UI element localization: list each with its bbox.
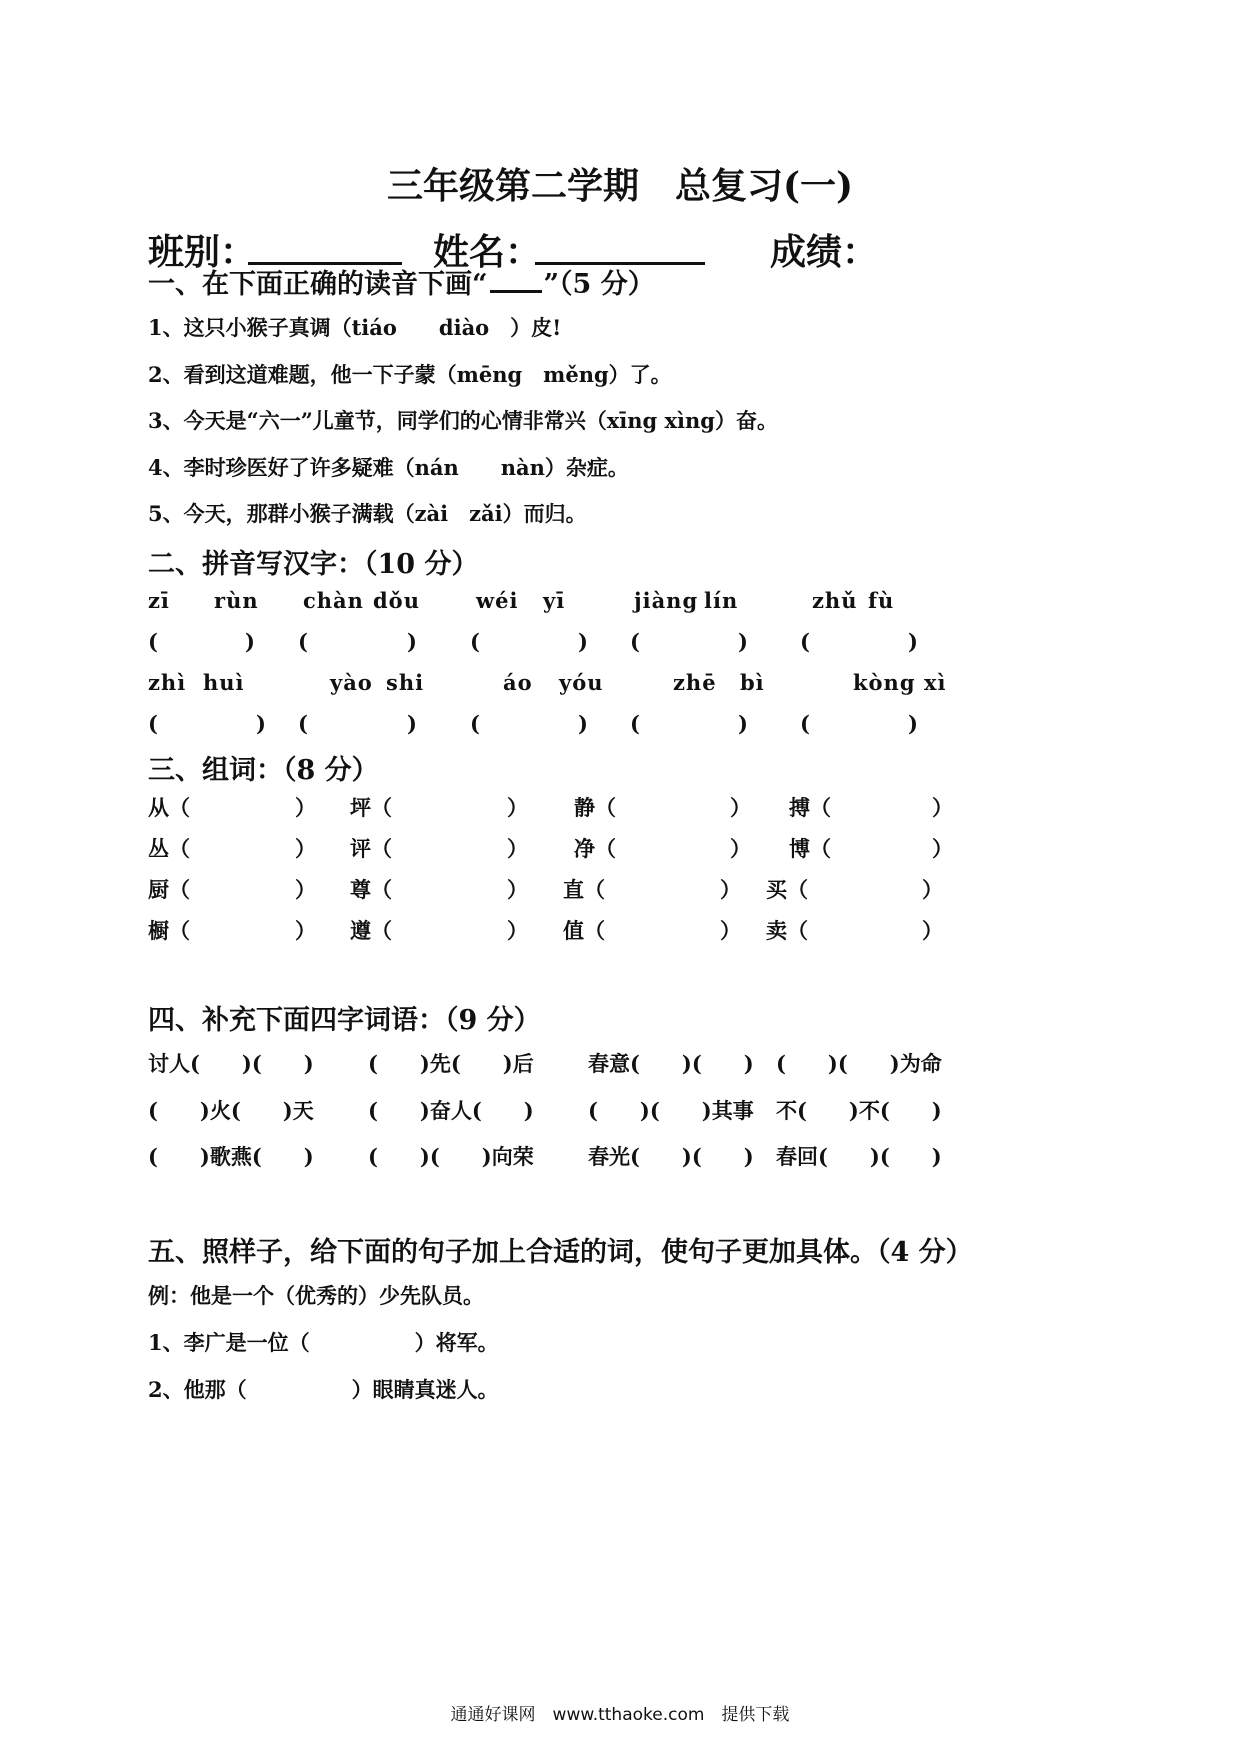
word-prompt: 从（ [148,795,190,820]
word-close: ） [932,836,953,861]
word-prompt: 厨（ [148,877,190,902]
s5-item-1: 1、李广是一位（ ）将军。 [148,1330,499,1355]
word-close: ） [295,877,316,902]
pinyin: lín [704,588,739,613]
pinyin: zhì [148,670,187,695]
word-close: ） [922,918,943,943]
answer-open: ( [470,711,480,736]
pinyin: yī [543,588,566,613]
word-close: ） [295,795,316,820]
class-label: 班别： [148,231,257,273]
pinyin: jiàng [634,588,699,613]
pinyin: yóu [559,670,604,695]
pinyin: zī [148,588,170,613]
footer-source: 通通好课网 www.tthaoke.com 提供下载 [450,1705,790,1725]
answer-close: ) [256,711,266,736]
idiom: ( )( )向荣 [368,1144,534,1169]
word-close: ） [720,877,741,902]
pinyin: fù [868,588,895,613]
word-prompt: 评（ [350,836,392,861]
s1-item-5: 5、今天，那群小猴子满载（zài zǎi）而归。 [148,501,587,526]
answer-open: ( [800,711,810,736]
word-prompt: 卖（ [766,918,808,943]
pinyin: zhē [673,670,717,695]
pinyin: shi [386,670,425,695]
idiom: 春回( )( ) [776,1144,942,1169]
pinyin: wéi [476,588,519,613]
word-close: ） [730,795,751,820]
word-prompt: 净（ [574,836,616,861]
word-close: ） [507,877,528,902]
idiom: ( )先( )后 [368,1051,534,1076]
answer-close: ) [908,711,918,736]
pinyin: chàn [303,588,364,613]
pinyin: kòng [853,670,916,695]
word-close: ） [507,918,528,943]
word-close: ） [507,795,528,820]
answer-close: ) [738,629,748,654]
pinyin: rùn [214,588,259,613]
word-prompt: 值（ [563,918,605,943]
word-prompt: 静（ [574,795,616,820]
section-3-heading: 三、组词：（8 分） [148,755,379,786]
idiom: ( )歌燕( ) [148,1144,314,1169]
underline-sample [490,286,542,293]
answer-close: ) [738,711,748,736]
answer-close: ) [407,711,417,736]
word-prompt: 博（ [789,836,831,861]
answer-open: ( [148,711,158,736]
score-label: 成绩： [770,231,879,273]
idiom: ( )( )其事 [588,1098,754,1123]
word-prompt: 遵（ [350,918,392,943]
pinyin: huì [203,670,245,695]
s1-item-1: 1、这只小猴子真调（tiáo diào ）皮! [148,315,562,340]
word-close: ） [295,836,316,861]
section-1-heading: 一、在下面正确的读音下画“ ”（5 分） [148,269,655,300]
idiom: ( )奋人( ) [368,1098,534,1123]
word-prompt: 直（ [563,877,605,902]
pinyin: xì [924,670,947,695]
name-label: 姓名： [433,231,542,273]
word-prompt: 搏（ [789,795,831,820]
section-4-heading: 四、补充下面四字词语：（9 分） [148,1005,541,1036]
pinyin: áo [503,670,533,695]
idiom: 春光( )( ) [588,1144,754,1169]
word-prompt: 尊（ [350,877,392,902]
idiom: 不( )不( ) [776,1098,942,1123]
word-close: ） [730,836,751,861]
answer-open: ( [630,629,640,654]
s1-item-4: 4、李时珍医好了许多疑难（nán nàn）杂症。 [148,455,629,480]
idiom: 讨人( )( ) [148,1051,314,1076]
pinyin: yào [330,670,373,695]
answer-open: ( [298,629,308,654]
answer-open: ( [298,711,308,736]
word-prompt: 坪（ [350,795,392,820]
s1-item-3: 3、今天是“六一”儿童节，同学们的心情非常兴（xīng xìng）奋。 [148,408,778,433]
s5-example: 例：他是一个（优秀的）少先队员。 [148,1283,484,1308]
answer-close: ) [578,629,588,654]
answer-close: ) [578,711,588,736]
word-close: ） [295,918,316,943]
word-prompt: 橱（ [148,918,190,943]
word-prompt: 丛（ [148,836,190,861]
section-2-heading: 二、拼音写汉字：（10 分） [148,549,479,580]
pinyin: dǒu [373,588,420,613]
page-title: 三年级第二学期 总复习(一) [386,165,854,207]
word-prompt: 买（ [766,877,808,902]
answer-close: ) [407,629,417,654]
answer-open: ( [470,629,480,654]
s5-item-2: 2、他那（ ）眼睛真迷人。 [148,1377,499,1402]
answer-open: ( [630,711,640,736]
answer-open: ( [148,629,158,654]
answer-open: ( [800,629,810,654]
pinyin: zhǔ [812,588,858,613]
word-close: ） [720,918,741,943]
word-close: ） [922,877,943,902]
section-5-heading: 五、照样子，给下面的句子加上合适的词，使句子更加具体。（4 分） [148,1237,973,1268]
s1-item-2: 2、看到这道难题，他一下子蒙（mēng měng）了。 [148,362,672,387]
word-close: ） [507,836,528,861]
answer-close: ) [908,629,918,654]
pinyin: bì [740,670,765,695]
idiom: ( )火( )天 [148,1098,314,1123]
answer-close: ) [245,629,255,654]
idiom: ( )( )为命 [776,1051,942,1076]
idiom: 春意( )( ) [588,1051,754,1076]
word-close: ） [932,795,953,820]
